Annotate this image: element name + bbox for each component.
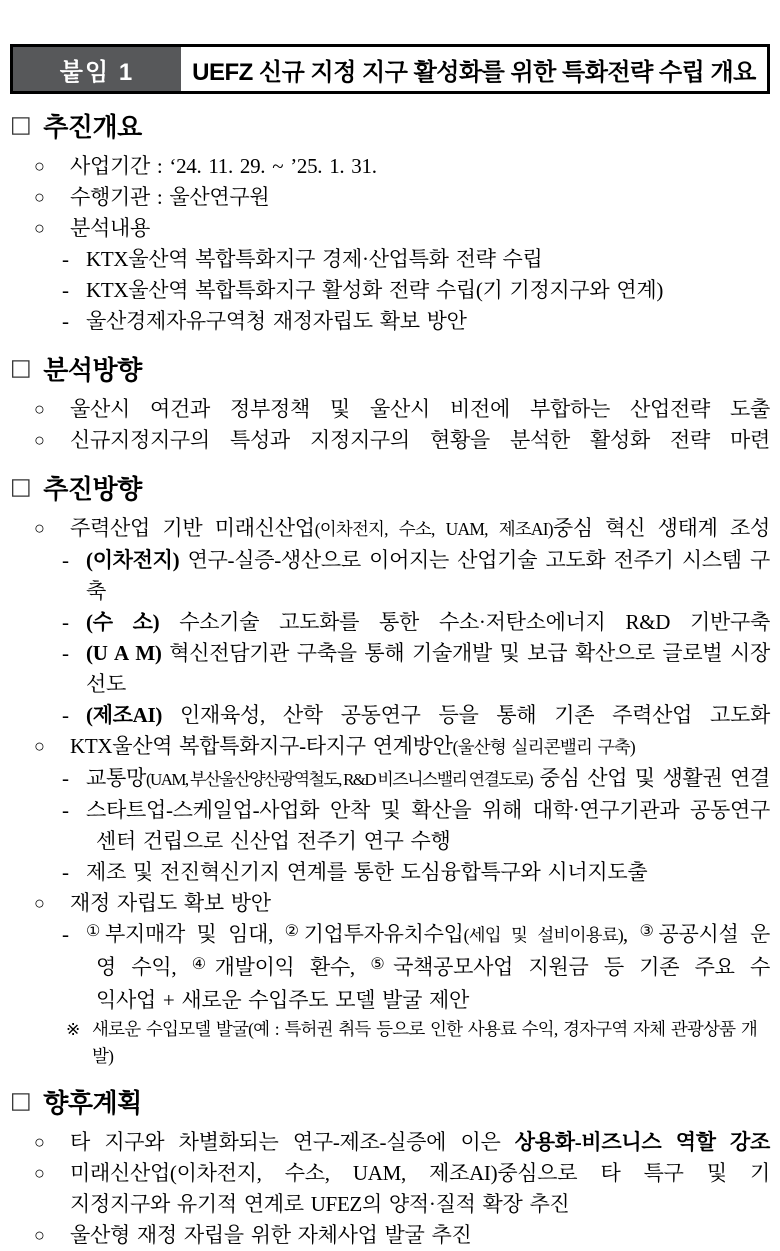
text-segment: 수행기관 : 울산연구원 bbox=[70, 185, 270, 209]
text-segment: 인재육성, 산학 공동연구 등을 통해 기존 주력산업 고도화 bbox=[162, 703, 770, 727]
line-text bbox=[86, 275, 770, 306]
text-segment: KTX울산역 복합특화지구 경제·산업특화 전략 수립 bbox=[86, 247, 543, 271]
line-text bbox=[86, 306, 770, 337]
bullet-marker: ○ bbox=[34, 893, 45, 913]
list-item bbox=[10, 763, 770, 795]
bullet-marker: ○ bbox=[34, 518, 45, 538]
line-text bbox=[70, 151, 770, 182]
section-title: 분석방향 bbox=[43, 355, 142, 385]
text-segment: 사업기간 : ‘24. 11. 29. ~ ’25. 1. 31. bbox=[70, 154, 377, 178]
section bbox=[10, 350, 770, 456]
list-item bbox=[10, 151, 770, 182]
line-text bbox=[86, 700, 770, 731]
text-segment: (제조AI) bbox=[86, 703, 163, 727]
text-segment: 중심 혁신 생태계 조성 bbox=[552, 516, 770, 540]
text-segment: 지정지구와 유기적 연계로 UFEZ의 양적·질적 확장 추진 bbox=[70, 1192, 570, 1216]
text-segment: , bbox=[622, 922, 640, 946]
text-segment: 센터 건립으로 신산업 전주기 연구 수행 bbox=[96, 829, 451, 853]
section-header bbox=[10, 469, 770, 506]
text-segment: (UAM, 부산울산양산광역철도, R&D 비즈니스밸리 연결도로) bbox=[145, 770, 533, 789]
text-segment: ④ bbox=[191, 956, 215, 973]
line-text bbox=[70, 1189, 770, 1220]
section bbox=[10, 107, 770, 337]
list-item bbox=[10, 919, 770, 952]
bullet-marker: - bbox=[62, 641, 69, 665]
list-item bbox=[10, 795, 770, 826]
list-item bbox=[10, 826, 770, 857]
attachment-header-box bbox=[10, 44, 770, 94]
line-text bbox=[86, 545, 770, 607]
line-text bbox=[70, 213, 770, 244]
line-text bbox=[92, 1016, 770, 1070]
text-segment: 영 수익, bbox=[96, 955, 192, 979]
line-text bbox=[70, 394, 770, 425]
bullet-marker: ○ bbox=[34, 1163, 45, 1183]
text-segment: (U A M) bbox=[86, 641, 162, 665]
text-segment: 타 지구와 차별화되는 연구-제조-실증에 이은 bbox=[70, 1130, 515, 1154]
list-item bbox=[10, 638, 770, 700]
bullet-marker: ※ bbox=[66, 1020, 80, 1039]
text-segment: ⑤ bbox=[370, 956, 394, 973]
list-item bbox=[10, 1220, 770, 1251]
text-segment: 수소기술 고도화를 통한 수소·저탄소에너지 R&D 기반구축 bbox=[159, 610, 770, 634]
list-item bbox=[10, 731, 770, 763]
bullet-marker: - bbox=[62, 278, 69, 302]
text-segment: 혁신전담기관 구축을 통해 기술개발 및 보급 확산으로 글로벌 시장 선도 bbox=[86, 641, 770, 696]
line-text bbox=[86, 857, 770, 888]
bullet-marker: - bbox=[62, 922, 69, 946]
section bbox=[10, 469, 770, 1070]
bullet-marker: ○ bbox=[34, 156, 45, 176]
sections bbox=[10, 107, 770, 1251]
section-title: 향후계획 bbox=[43, 1088, 142, 1118]
line-text bbox=[70, 1158, 770, 1189]
section-title: 추진방향 bbox=[43, 474, 142, 504]
line-text bbox=[86, 607, 770, 638]
text-segment: 미래신산업(이차전지, 수소, UAM, 제조AI)중심으로 타 특구 및 기 bbox=[70, 1161, 770, 1185]
text-segment: 스타트업-스케일업-사업화 안착 및 확산을 위해 대학·연구기관과 공동연구 bbox=[86, 798, 770, 822]
text-segment: 새로운 수입모델 발굴(예 : 특허권 취득 등으로 인한 사용료 수익, 경자구역 자체 관광상품 개발) bbox=[92, 1019, 757, 1066]
section-header bbox=[10, 350, 770, 387]
text-segment: (수 소) bbox=[86, 610, 160, 634]
bullet-marker: ○ bbox=[34, 218, 45, 238]
list-item bbox=[10, 985, 770, 1016]
text-segment: (세입 및 설비이용료) bbox=[463, 925, 623, 945]
line-text bbox=[96, 952, 770, 985]
text-segment: KTX울산역 복합특화지구 활성화 전략 수립(기 기정지구와 연계) bbox=[86, 278, 664, 302]
bullet-marker: ○ bbox=[34, 1225, 45, 1245]
line-text bbox=[70, 1220, 770, 1251]
text-segment: 주력산업 기반 미래신산업 bbox=[70, 516, 315, 540]
line-text bbox=[96, 985, 770, 1016]
text-segment: ① bbox=[86, 923, 105, 940]
attachment-title: UEFZ 신규 지정 지구 활성화를 위한 특화전략 수립 개요 bbox=[192, 58, 756, 86]
square-bullet-icon: □ bbox=[10, 473, 32, 500]
list-item bbox=[10, 700, 770, 731]
square-bullet-icon: □ bbox=[10, 111, 32, 138]
bullet-marker: - bbox=[62, 610, 69, 634]
section bbox=[10, 1083, 770, 1251]
text-segment: 교통망 bbox=[86, 766, 146, 790]
section-header bbox=[10, 1083, 770, 1120]
text-segment: 울산경제자유구역청 재정자립도 확보 방안 bbox=[86, 309, 467, 333]
list-item bbox=[10, 1127, 770, 1158]
bullet-marker: - bbox=[62, 548, 69, 572]
line-text bbox=[86, 919, 770, 952]
text-segment: 상용화-비즈니스 역할 강조 bbox=[514, 1130, 770, 1154]
bullet-marker: - bbox=[62, 703, 69, 727]
text-segment: 개발이익 환수, bbox=[214, 955, 371, 979]
line-text bbox=[70, 513, 770, 545]
bullet-marker: - bbox=[62, 798, 69, 822]
line-text bbox=[70, 1127, 770, 1158]
text-segment: 기업투자유치수입 bbox=[303, 922, 464, 946]
bullet-marker: ○ bbox=[34, 736, 45, 756]
line-text bbox=[86, 244, 770, 275]
list-item bbox=[10, 952, 770, 985]
attachment-tag: 붙임 1 bbox=[13, 47, 181, 91]
list-item bbox=[10, 306, 770, 337]
text-segment: (이차전지) bbox=[86, 548, 180, 572]
list-item bbox=[10, 545, 770, 607]
line-text bbox=[96, 826, 770, 857]
text-segment: 부지매각 및 임대, bbox=[105, 922, 285, 946]
text-segment: (이차전지, 수소, UAM, 제조AI) bbox=[314, 519, 553, 539]
bullet-marker: ○ bbox=[34, 1132, 45, 1152]
text-segment: 익사업 + 새로운 수입주도 모델 발굴 제안 bbox=[96, 988, 470, 1012]
list-item bbox=[10, 1189, 770, 1220]
list-item bbox=[10, 182, 770, 213]
text-segment: 재정 자립도 확보 방안 bbox=[70, 891, 271, 915]
list-item bbox=[10, 213, 770, 244]
line-text bbox=[70, 888, 770, 919]
text-segment: 제조 및 전진혁신기지 연계를 통한 도심융합특구와 시너지도출 bbox=[86, 860, 648, 884]
text-segment: 공공시설 운 bbox=[658, 922, 771, 946]
square-bullet-icon: □ bbox=[10, 1087, 32, 1114]
bullet-marker: ○ bbox=[34, 187, 45, 207]
bullet-marker: - bbox=[62, 766, 69, 790]
list-item bbox=[10, 1016, 770, 1070]
list-item bbox=[10, 244, 770, 275]
line-text bbox=[86, 795, 770, 826]
text-segment: 신규지정지구의 특성과 지정지구의 현황을 분석한 활성화 전략 마련 bbox=[70, 428, 770, 452]
text-segment: 분석내용 bbox=[70, 216, 150, 240]
list-item bbox=[10, 888, 770, 919]
bullet-marker: ○ bbox=[34, 399, 45, 419]
list-item bbox=[10, 857, 770, 888]
list-item bbox=[10, 513, 770, 545]
text-segment: 울산시 여건과 정부정책 및 울산시 비전에 부합하는 산업전략 도출 bbox=[70, 397, 770, 421]
list-item bbox=[10, 607, 770, 638]
bullet-marker: - bbox=[62, 247, 69, 271]
text-segment: 국책공모사업 지원금 등 기존 주요 수 bbox=[393, 955, 771, 979]
text-segment: 중심 산업 및 생활권 연결 bbox=[532, 766, 770, 790]
text-segment: ③ bbox=[639, 923, 659, 940]
bullet-marker: - bbox=[62, 309, 69, 333]
text-segment: 연구-실증-생산으로 이어지는 산업기술 고도화 전주기 시스템 구축 bbox=[86, 548, 770, 603]
list-item bbox=[10, 1158, 770, 1189]
line-text bbox=[70, 425, 770, 456]
text-segment: (울산형 실리콘밸리 구축) bbox=[452, 737, 635, 757]
list-item bbox=[10, 425, 770, 456]
section-title: 추진개요 bbox=[43, 112, 142, 142]
bullet-marker: ○ bbox=[34, 430, 45, 450]
text-segment: ② bbox=[284, 923, 304, 940]
section-header bbox=[10, 107, 770, 144]
text-segment: 울산형 재정 자립을 위한 자체사업 발굴 추진 bbox=[70, 1223, 472, 1247]
line-text bbox=[70, 182, 770, 213]
line-text bbox=[86, 638, 770, 700]
text-segment: KTX울산역 복합특화지구-타지구 연계방안 bbox=[70, 734, 453, 758]
list-item bbox=[10, 275, 770, 306]
list-item bbox=[10, 394, 770, 425]
bullet-marker: - bbox=[62, 860, 69, 884]
line-text bbox=[70, 731, 770, 763]
line-text bbox=[86, 763, 770, 795]
square-bullet-icon: □ bbox=[10, 354, 32, 381]
